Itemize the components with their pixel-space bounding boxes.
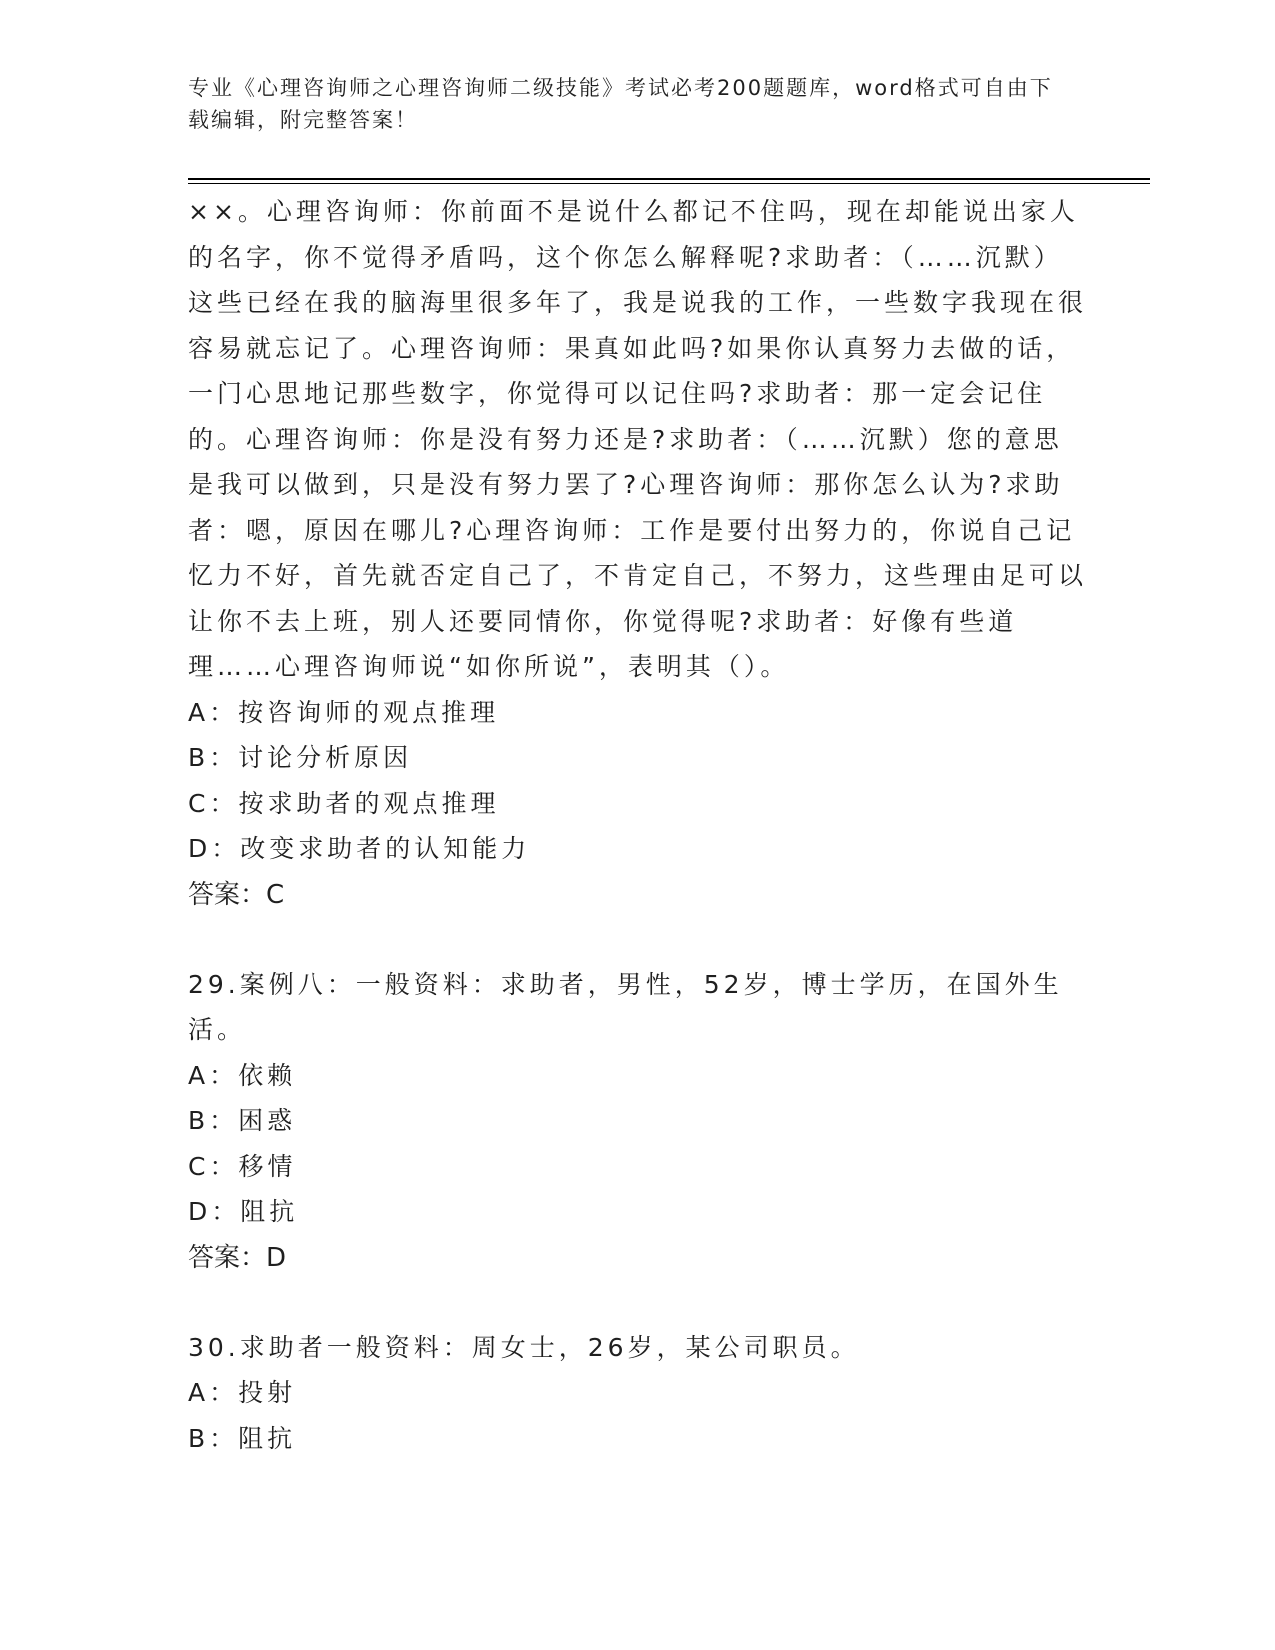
answer-label: 答案：D xyxy=(188,1242,287,1273)
option-b: B：讨论分析原因 xyxy=(188,743,413,772)
header-divider-thin xyxy=(188,183,1150,184)
option-c: C：移情 xyxy=(188,1151,297,1181)
question-item xyxy=(188,189,1088,918)
option-b: B：阻抗 xyxy=(188,1423,297,1453)
question-stem: 30.求助者一般资料：周女士，26岁，某公司职员。 xyxy=(188,1332,860,1362)
question-item xyxy=(188,1325,1088,1462)
option-d: D：阻抗 xyxy=(188,1197,299,1226)
question-list xyxy=(188,189,1088,1461)
header-note: 专业《心理咨询师之心理咨询师二级技能》考试必考200题题库，word格式可自由下载编辑，附完整答案！ xyxy=(188,76,1053,132)
option-c: C：按求助者的观点推理 xyxy=(188,788,500,818)
option-b: B：困惑 xyxy=(188,1106,297,1135)
option-a: A：按咨询师的观点推理 xyxy=(188,697,500,727)
option-a: A：依赖 xyxy=(188,1060,297,1090)
option-d: D：改变求助者的认知能力 xyxy=(188,834,531,863)
option-a: A：投射 xyxy=(188,1378,297,1407)
answer-label: 答案：C xyxy=(188,879,285,910)
question-item xyxy=(188,962,1088,1281)
question-stem: ××。心理咨询师：你前面不是说什么都记不住吗，现在却能说出家人的名字，你不觉得矛盾吗，这个你怎么解释呢?求助者：（……沉默）这些已经在我的脑海里很多年了，我是说我的工作，一些数字我现在很容易就忘记了。心理咨询师：果真如此吗?如果你认真努力去做的话，一门心思地记那些数字，你觉得可以记住吗?求助者：那一定会记住的。心理咨询师：你是没有努力还是?求助者：（……沉默）您的意思是我可以做到，只是没有努力罢了?心理咨询师：那你怎么认为?求助者：嗯，原因在哪儿?心理咨询师：工作是要付出努力的，你说自己记忆力不好，首先就否定自己了，不肯定自己，不努力，这些理由足可以让你不去上班，别人还要同情你，你觉得呢?求助者：好像有些道理……心理咨询师说“如你所说”，表明其（）。 xyxy=(188,197,1088,681)
header-divider xyxy=(188,178,1150,180)
question-stem: 29.案例八：一般资料：求助者，男性，52岁，博士学历，在国外生活。 xyxy=(188,969,1063,1044)
